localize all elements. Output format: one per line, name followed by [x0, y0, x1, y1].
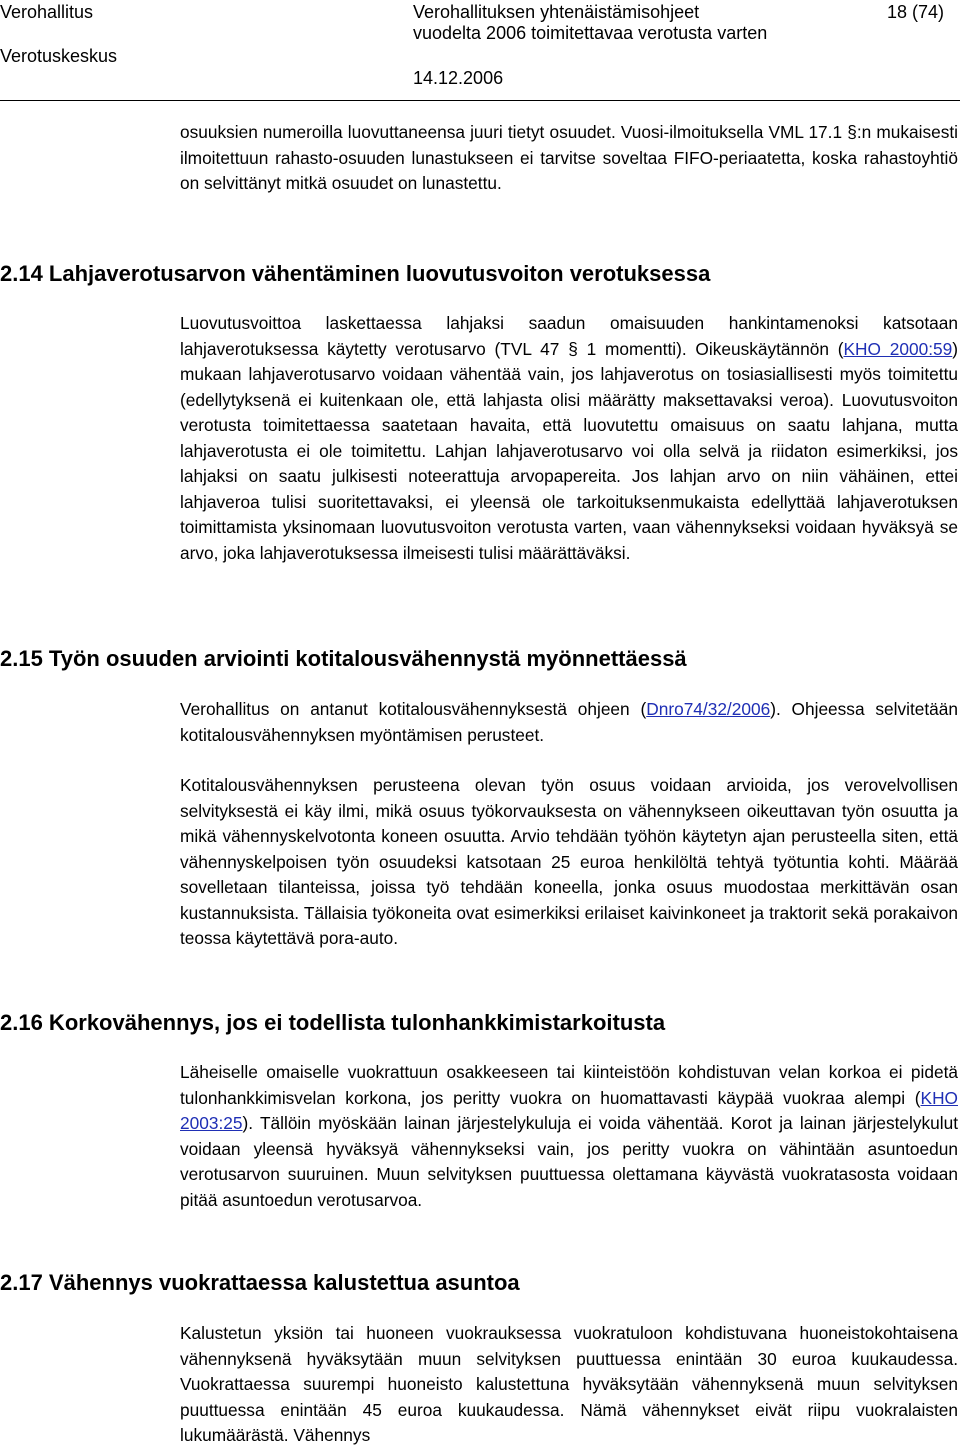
- section-2-14-paragraph: Luovutusvoittoa laskettaessa lahjaksi saadun omaisuuden hankintamenoksi katsotaan lahjaverotuksessa käytetty verotusarvo (TVL 47 § 1 momentti). Oikeuskäytännön (KHO 2000:59) mukaan lahjaverotusarvo voidaan vähentää vain, jos lahjaverotus on tosiasiallisesti myös toimitettu (edellytyksenä ei kuitenkaan ole, että lahjasta olisi määrätty maksettavaksi veroa). Luovutusvoiton verotusta toimitettaessa saatetaan havaita, että luovutettu omaisuus on saatu lahjana, mutta lahjaverotusta ei ole toimitettu. Lahjan lahjaverotusarvo voi olla selvä ja riidaton esimerkiksi, jos lahjaksi on saatu julkisesti noteerattuja arvopapereita. Jos lahjan arvo on niin vähäinen, ettei lahjaveroa tulisi suoritettavaksi, ei yleensä ole tarkoituksenmukaista edellyttää lahjaverotuksen toimittamista yksinomaan luovutusvoiton verotusta varten, vaan vähennykseksi voidaan hyväksyä se arvo, joka lahjaverotuksessa ilmeisesti tulisi määrättäväksi.: [180, 313, 959, 563]
- page-header: [0, 0, 960, 100]
- header-title-line2: vuodelta 2006 toimitettavaa verotusta varten: [413, 23, 768, 43]
- link-dnro-74-32-2006[interactable]: Dnro74/32/2006: [646, 699, 771, 719]
- section-2-16-body: [180, 1060, 958, 1213]
- section-2-15-paragraph-2: Kotitalousvähennyksen perusteena olevan työn osuus voidaan arvioida, jos verovelvollisen selvityksestä ei käy ilmi, mikä osuus työkorvauksesta on vähennykseen oikeuttavan työn osuutta ja mikä vähennyskelvotonta koneen osuutta. Arvio tehdään työhön käytetyn ajan perusteella siten, että vähennyskelpoisen työn osuudeksi katsotaan 25 euroa henkilöltä tehtyä työtuntia kohti. Määrää sovelletaan tilanteissa, joissa työ tehdään koneella, jonka osuus muodostaa merkittävän osan kustannuksista. Tällaisia työkoneita ovat esimerkiksi erilaiset kaivinkoneet ja traktorit sekä porakaivon teossa käytettävä pora-auto.: [180, 775, 958, 948]
- section-heading-2-16: 2.16 Korkovähennys, jos ei todellista tulonhankkimistarkoitusta: [0, 1010, 666, 1035]
- section-2-17-paragraph: Kalustetun yksiön tai huoneen vuokrauksessa vuokratuloon kohdistuvana huoneistokohtaisena vähennyksenä hyväksytään muun selvityksen puuttuessa enintään 30 euroa kuukaudessa. Vuokrattaessa suurempi huoneisto kalustettuna hyväksytään vähennyksenä muun selvityksen puuttuessa enintään 45 euroa kuukaudessa. Nämä vähennykset eivät riipu vuokralaisten lukumäärästä. Vähennys: [180, 1323, 958, 1445]
- section-sign: §: [847, 122, 857, 142]
- header-divider: [0, 100, 960, 101]
- header-page-number: 18 (74): [887, 2, 945, 22]
- link-kho-2003-25[interactable]: KHO 2003:25: [180, 1087, 958, 1133]
- header-unit: Verotuskeskus: [0, 46, 118, 66]
- section-2-17-body: [180, 1321, 958, 1449]
- intro-paragraph: [180, 120, 958, 197]
- section-heading-2-15: 2.15 Työn osuuden arviointi kotitalousvähennystä myönnettäessä: [0, 646, 687, 671]
- section-2-14-body: [180, 311, 958, 566]
- section-2-15-paragraph-1: Verohallitus on antanut kotitalousvähennyksestä ohjeen (Dnro74/32/2006). Ohjeessa selvitetään kotitalousvähennyksen myöntämisen perusteet.: [180, 699, 958, 745]
- intro-text: osuuksien numeroilla luovuttaneensa juuri tietyt osuudet. Vuosi-ilmoituksella VML 17.1 §:n mukaisesti ilmoitettuun rahasto-osuuden lunastukseen ei tarvitse soveltaa FIFO-periaatetta, koska rahastoyhtiö on selvittänyt mitkä osuudet on lunastettu.: [180, 122, 958, 193]
- header-org: Verohallitus: [0, 2, 94, 22]
- section-2-16-paragraph: Läheiselle omaiselle vuokrattuun osakkeeseen tai kiinteistöön kohdistuvan velan korkoa ei pidetä tulonhankkimisvelan korkona, jos peritty vuokra on huomattavasti käypää vuokraa alempi (KHO 2003:25). Tällöin myöskään lainan järjestelykuluja ei voida vähentää. Korot ja lainan järjestelykulut voidaan yleensä hyväksyä vähennykseksi vain, jos peritty vuokra on vähintään asuntoedun verotusarvon suuruinen. Muun selvityksen puuttuessa olettamana käyvästä vuokratasosta voidaan pitää asuntoedun verotusarvoa.: [180, 1062, 958, 1210]
- section-heading-2-14: 2.14 Lahjaverotusarvon vähentäminen luovutusvoiton verotuksessa: [0, 261, 711, 286]
- header-title-line1: Verohallituksen yhtenäistämisohjeet: [413, 2, 700, 22]
- link-kho-2000-59[interactable]: KHO 2000:59: [843, 338, 953, 359]
- section-sign: §: [568, 338, 578, 359]
- section-2-15-body: [180, 697, 958, 952]
- section-heading-2-17: 2.17 Vähennys vuokrattaessa kalustettua asuntoa: [0, 1270, 520, 1295]
- header-date: 14.12.2006: [413, 68, 504, 88]
